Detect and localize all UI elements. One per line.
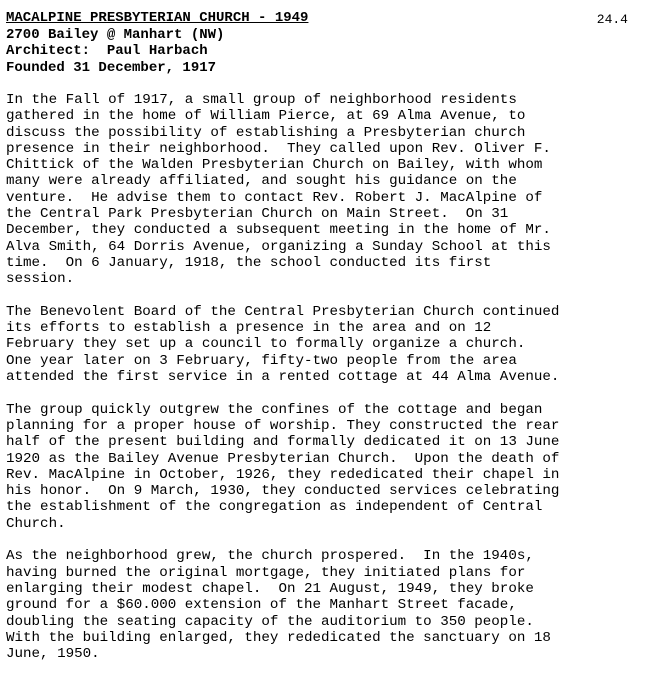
paragraph-benevolent-board (6, 304, 642, 385)
text-line: discuss the possibility of establishing a Presbyterian church (6, 124, 526, 141)
text-line: having burned the original mortgage, they initiated plans for (6, 564, 526, 581)
text-line: June, 1950. (6, 646, 100, 663)
text-line: One year later on 3 February, fifty-two people from the area (6, 352, 517, 369)
text-line: session. (6, 271, 75, 288)
text-line: In the Fall of 1917, a small group of neighborhood residents (6, 92, 517, 108)
text-line: Chittick of the Walden Presbyterian Church on Bailey, with whom (6, 157, 543, 174)
paragraph-founding (6, 92, 642, 288)
text-line: its efforts to establish a presence in the area and on 12 (6, 320, 492, 337)
paragraph-expansion (6, 548, 642, 662)
text-line: Alva Smith, 64 Dorris Avenue, organizing a Sunday School at this (6, 238, 551, 255)
text-line: planning for a proper house of worship. They constructed the rear (6, 417, 560, 434)
text-line: presence in their neighborhood. They called upon Rev. Oliver F. (6, 140, 551, 157)
text-line: the establishment of the congregation as independent of Central (6, 499, 543, 516)
paragraph-house-of-worship (6, 402, 642, 532)
founded-line: Founded 31 December, 1917 (6, 59, 217, 76)
architect-line: Architect: Paul Harbach (6, 43, 208, 59)
text-line: Church. (6, 515, 66, 532)
text-line: many were already affiliated, and sought his guidance on the (6, 173, 517, 190)
document-header (6, 10, 308, 76)
text-line: venture. He advise them to contact Rev. Robert J. MacAlpine of (6, 189, 543, 206)
text-line: The Benevolent Board of the Central Presbyterian Church continued (6, 303, 560, 320)
text-line: his honor. On 9 March, 1930, they conducted services celebrating (6, 483, 560, 500)
text-line: The group quickly outgrew the confines of the cottage and began (6, 401, 543, 418)
text-line: doubling the seating capacity of the auditorium to 350 people. (6, 613, 534, 630)
text-line: With the building enlarged, they rededicated the sanctuary on 18 (6, 629, 551, 646)
text-line: December, they conducted a subsequent meeting in the home of Mr. (6, 222, 551, 239)
page-number: 24.4 (596, 12, 628, 27)
text-line: 1920 as the Bailey Avenue Presbyterian Church. Upon the death of (6, 450, 560, 467)
text-line: As the neighborhood grew, the church prospered. In the 1940s, (6, 548, 534, 565)
text-line: Rev. MacAlpine in October, 1926, they rededicated their chapel in (6, 466, 560, 483)
text-line: gathered in the home of William Pierce, at 69 Alma Avenue, to (6, 108, 526, 125)
address-line: 2700 Bailey @ Manhart (NW) (6, 26, 225, 43)
body-text (6, 92, 642, 679)
text-line: enlarging their modest chapel. On 21 August, 1949, they broke (6, 580, 534, 597)
text-line: the Central Park Presbyterian Church on Main Street. On 31 (6, 206, 509, 223)
text-line: ground for a $60.000 extension of the Manhart Street facade, (6, 597, 517, 614)
text-line: attended the first service in a rented cottage at 44 Alma Avenue. (6, 369, 560, 386)
text-line: time. On 6 January, 1918, the school conducted its first (6, 254, 492, 271)
text-line: February they set up a council to formally organize a church. (6, 336, 526, 353)
document-title: MACALPINE PRESBYTERIAN CHURCH - 1949 (6, 10, 309, 26)
text-line: half of the present building and formally dedicated it on 13 June (6, 434, 560, 451)
